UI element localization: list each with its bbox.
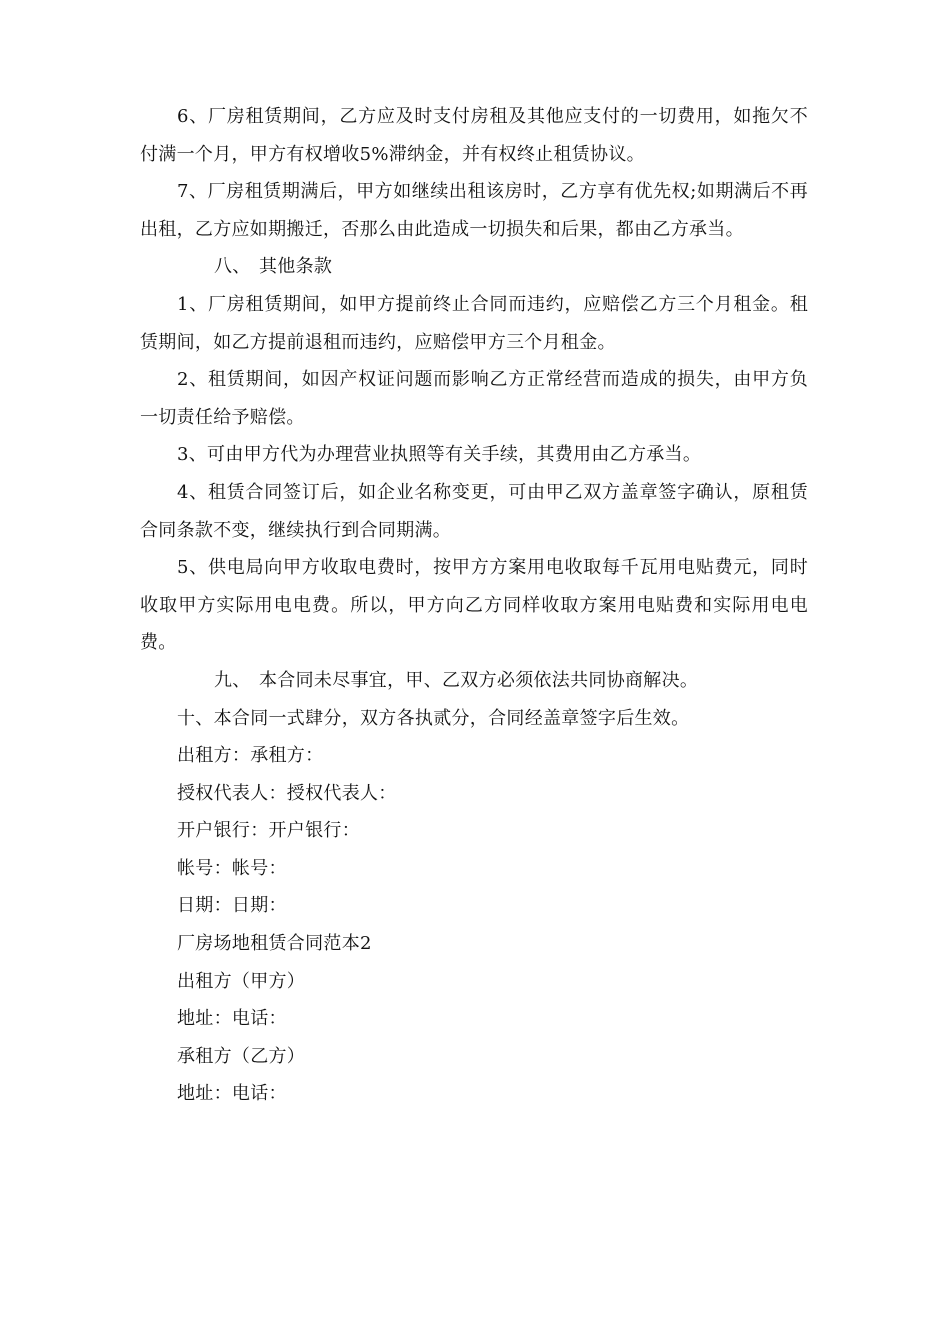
contract-2-lessor: 出租方（甲方）	[177, 970, 306, 992]
section-9	[140, 662, 808, 700]
clause-7-7: 7、厂房租赁期满后，甲方如继续出租该房时，乙方享有优先权;如期满后不再出租，乙方应如期搬迁，否那么由此造成一切损失和后果，都由乙方承当。	[140, 181, 808, 240]
section-8-heading	[140, 248, 808, 286]
clause-8-4: 4、租赁合同签订后，如企业名称变更，可由甲乙双方盖章签字确认，原租赁合同条款不变，继续执行到合同期满。	[140, 481, 808, 541]
section-9-number: 九、	[214, 669, 251, 691]
contract-2-lessee: 承租方（乙方）	[177, 1045, 306, 1067]
signature-account: 帐号：帐号：	[177, 857, 287, 879]
contract-2-title: 厂房场地租赁合同范本2	[177, 933, 372, 955]
signature-bank: 开户银行：开户银行：	[177, 820, 360, 842]
section-10: 十、本合同一式肆分，双方各执贰分，合同经盖章签字后生效。	[177, 707, 690, 729]
section-8-title: 其他条款	[259, 256, 333, 278]
signature-lessor-lessee: 出租方：承租方：	[177, 745, 324, 767]
clause-7-6: 6、厂房租赁期间，乙方应及时支付房租及其他应支付的一切费用，如拖欠不付满一个月，甲方有权增收5%滞纳金，并有权终止租赁协议。	[140, 106, 808, 165]
section-8-number: 八、	[214, 256, 251, 278]
clause-8-3: 3、可由甲方代为办理营业执照等有关手续，其费用由乙方承当。	[177, 444, 702, 466]
clause-8-1: 1、厂房租赁期间，如甲方提前终止合同而违约，应赔偿乙方三个月租金。租赁期间，如乙方提前退租而违约，应赔偿甲方三个月租金。	[140, 293, 808, 353]
contract-2-lessor-address: 地址：电话：	[177, 1008, 287, 1030]
contract-2-lessee-address: 地址：电话：	[177, 1083, 287, 1105]
clause-8-5: 5、供电局向甲方收取电费时，按甲方方案用电收取每千瓦用电贴费元，同时收取甲方实际用电电费。所以，甲方向乙方同样收取方案用电贴费和实际用电电费。	[140, 557, 808, 654]
section-9-text: 本合同未尽事宜，甲、乙双方必须依法共同协商解决。	[259, 669, 699, 691]
document-body	[140, 98, 808, 1113]
signature-representative: 授权代表人：授权代表人：	[177, 782, 397, 804]
clause-8-2: 2、租赁期间，如因产权证问题而影响乙方正常经营而造成的损失，由甲方负一切责任给予赔偿。	[140, 369, 808, 428]
signature-date: 日期：日期：	[177, 895, 287, 917]
